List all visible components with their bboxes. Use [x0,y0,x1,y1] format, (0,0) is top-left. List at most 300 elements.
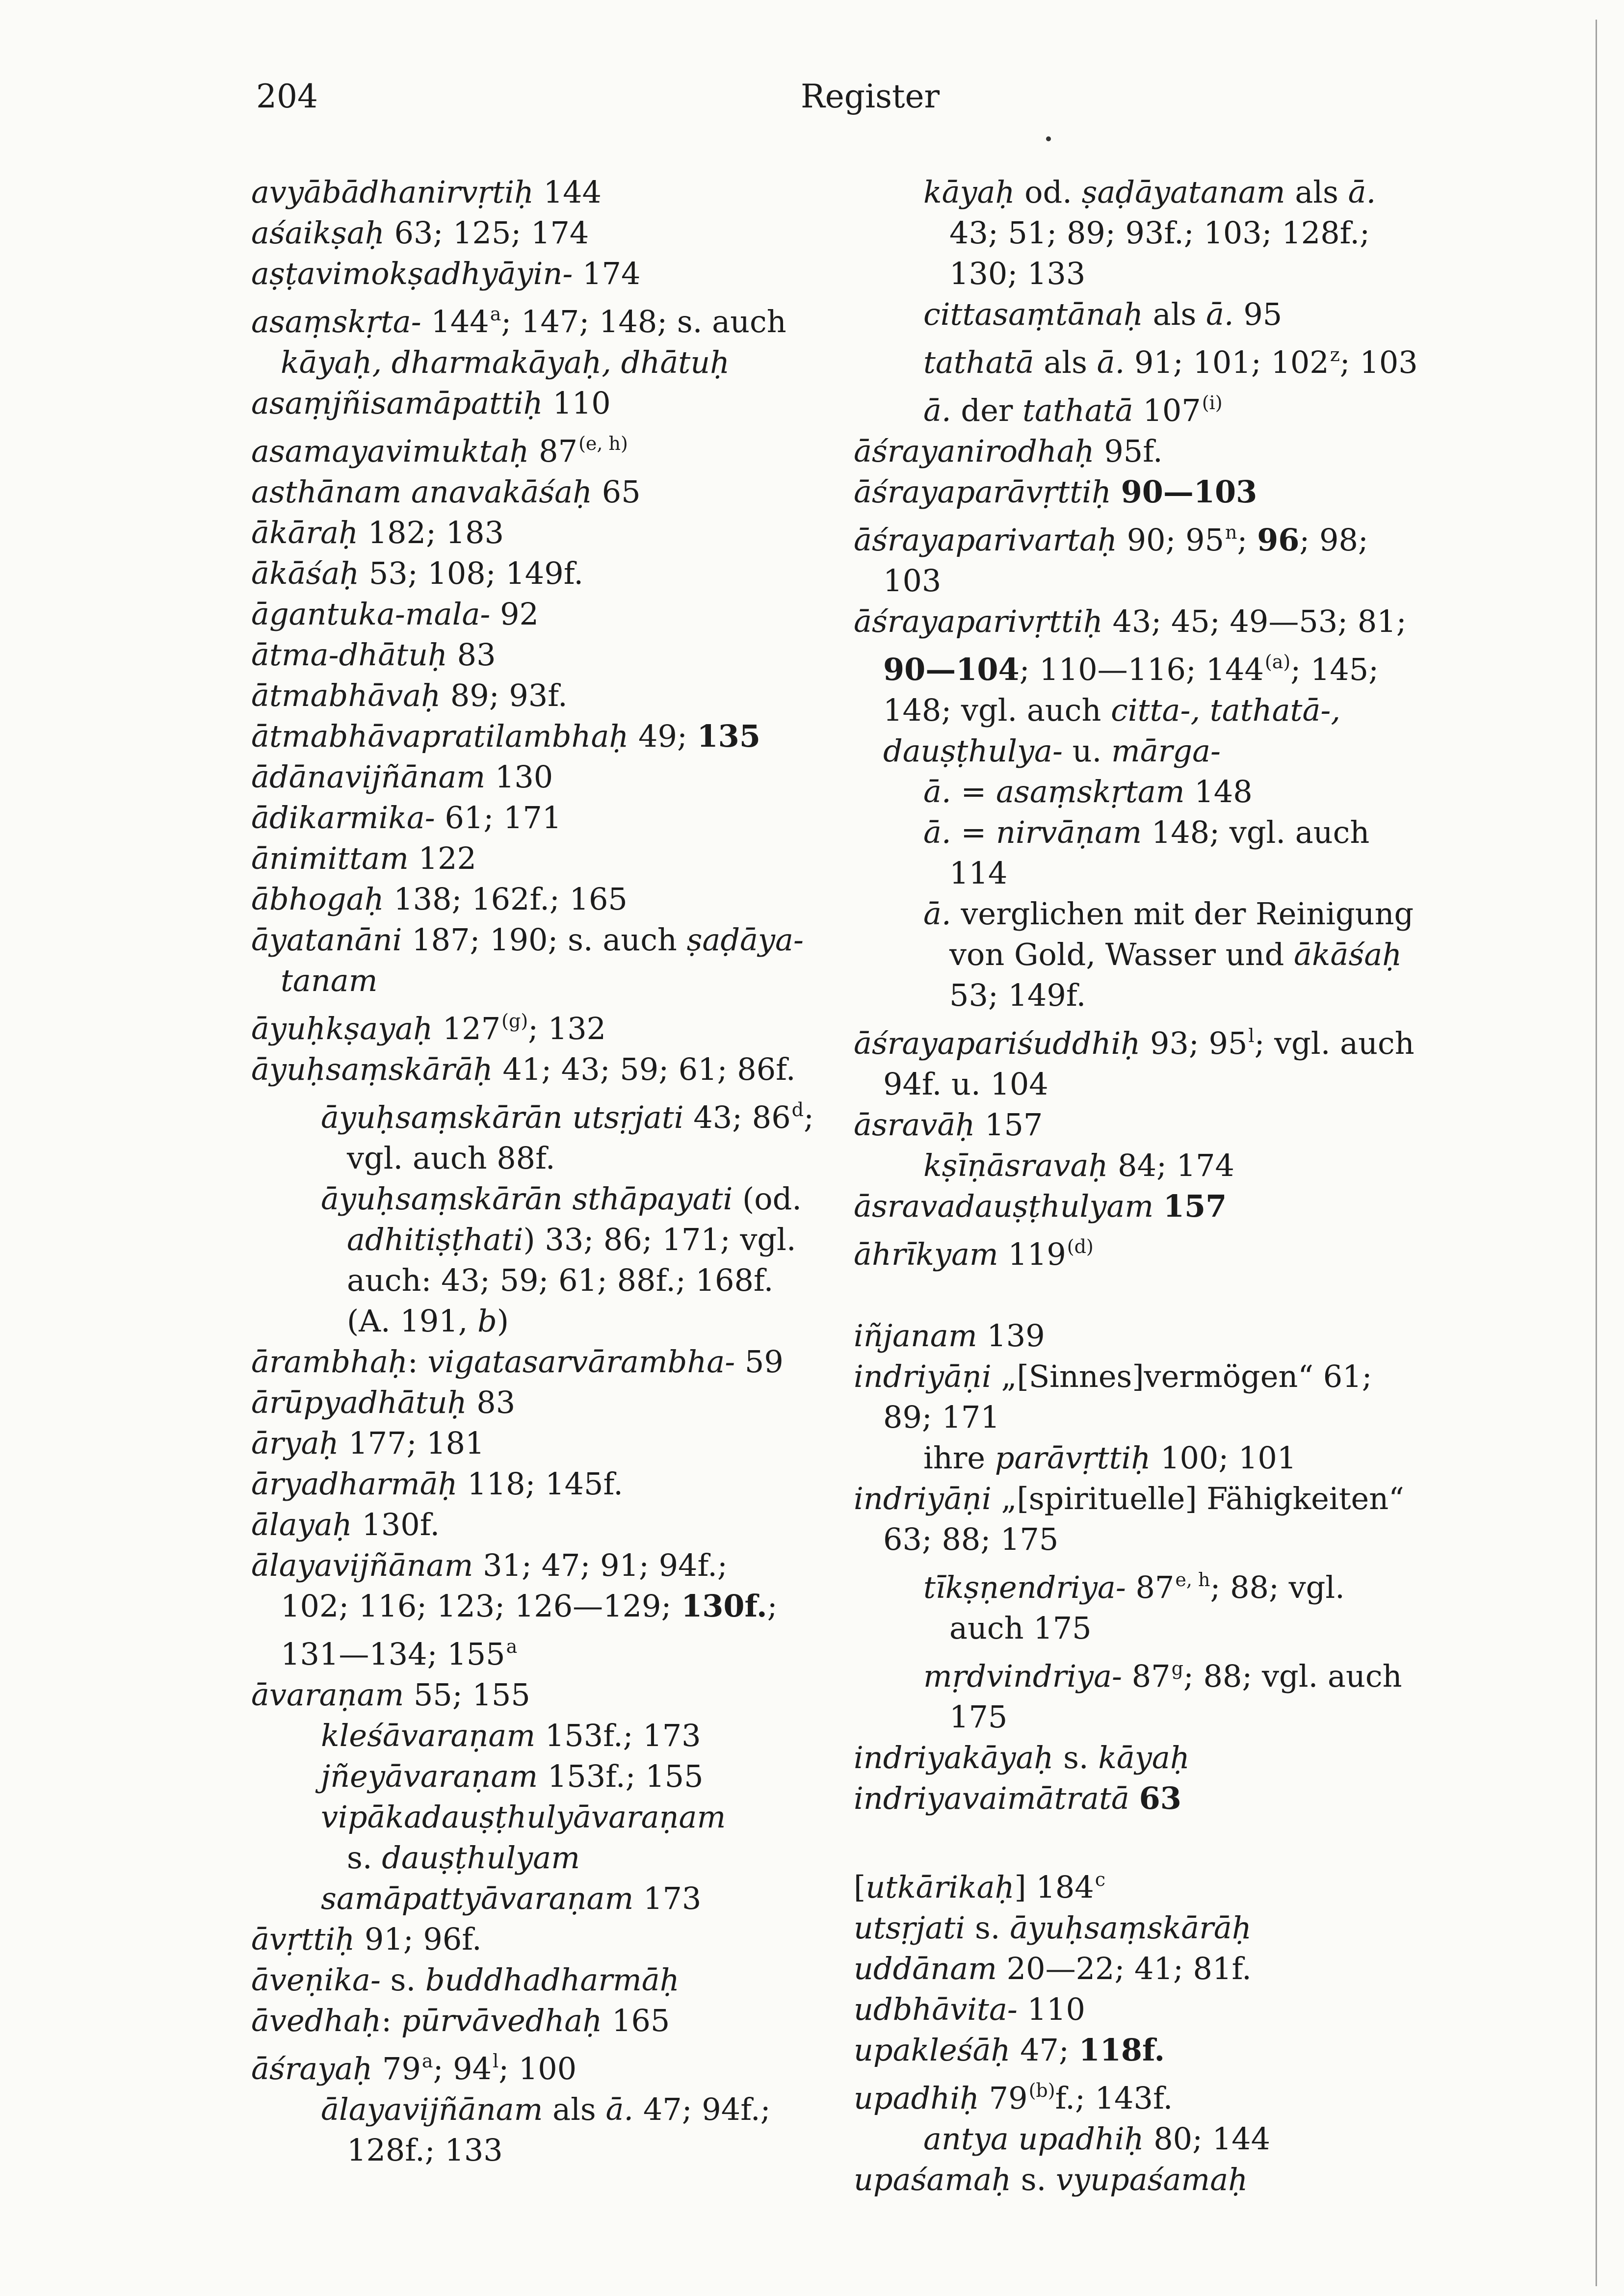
term: ālayavijñānam [321,2091,543,2127]
index-entry-line [251,1674,864,1715]
index-entry-line [854,1437,1492,1478]
term: uddānam [854,1951,997,1986]
index-entry-line [854,335,1492,383]
reference: ; vgl. auch [1254,1025,1414,1061]
index-entry-line [251,471,864,512]
term: āgantuka-mala- [251,596,491,632]
term: āśrayaparivartaḥ [854,522,1117,558]
term: tīkṣṇendriya- [923,1569,1126,1605]
reference: ; 103 [1339,344,1418,380]
reference: 139 [977,1318,1045,1354]
index-entry-line [854,2070,1492,2118]
page-number: 204 [256,78,318,115]
index-entry-line [251,1504,864,1545]
reference: 65 [592,474,641,510]
term: dauṣṭhulya- [883,733,1063,769]
reference: 49; [629,718,697,754]
reference: 144 [533,174,602,210]
reference: ; 94 [433,2051,492,2087]
page-title: Register [801,78,940,115]
term: āśrayaḥ [251,2051,373,2087]
term: nirvāṇam [996,814,1142,850]
term: āvaraṇam [251,1677,404,1713]
note-ref: l [1248,1025,1255,1046]
index-entry-line [854,1478,1492,1519]
index-entry-line [854,1948,1492,1989]
note-ref: (i) [1202,392,1223,414]
index-entry-line [854,512,1492,560]
note-ref: (d) [1067,1236,1094,1257]
index-entry-line [251,212,864,253]
reference: 144 [421,304,489,339]
term: ākāśaḥ [1294,937,1402,972]
term: āyuḥsaṃskārāḥ [1010,1910,1252,1946]
reference: 103 [883,563,942,599]
index-entry-line [251,1919,864,1959]
index-entry-line [854,1104,1492,1145]
index-entry-line [854,1737,1492,1778]
reference: 157 [975,1107,1043,1143]
note-ref: l [493,2050,499,2072]
reference: 53; 108; 149f. [359,555,584,591]
index-entry-line [251,1423,864,1463]
term: kāyaḥ [1098,1740,1190,1775]
index-entry-line [251,1382,864,1423]
term: āveṇika- [251,1962,381,1998]
index-entry-line [251,1959,864,2000]
reference: ; 100 [498,2051,577,2087]
index-entry-line [251,2089,864,2130]
reference: (od. [733,1181,802,1217]
term: āyuḥkṣayaḥ [251,1011,433,1046]
reference: ihre [923,1440,995,1476]
index-entry-line [251,423,864,471]
term: mārga- [1111,733,1221,769]
reference: 47; [1010,2032,1079,2068]
reference: 61; 171 [435,800,562,835]
reference: 59 [735,1344,784,1380]
reference: als [1034,344,1097,380]
reference: 91; 96f. [355,1921,482,1957]
term: pūrvāvedhaḥ [401,2003,602,2038]
term: upaśamaḥ [854,2162,1012,2197]
term: iñjanam [854,1318,977,1354]
index-entry-line [251,383,864,423]
index-entry-line [854,975,1492,1016]
reference: 53; 149f. [949,977,1086,1013]
index-entry-line [251,1301,864,1341]
index-entry-line [251,879,864,919]
term: buddhadharmāḥ [425,1962,680,1998]
term: āśrayapariśuddhiḥ [854,1025,1141,1061]
index-entry-line [854,1907,1492,1948]
reference: 148; vgl. auch [883,692,1111,728]
index-entry-line [854,771,1492,812]
index-entry-line [251,1626,864,1674]
term: āryadharmāḥ [251,1466,458,1502]
reference: 95f. [1094,433,1163,469]
term: ārambhaḥ [251,1344,408,1380]
term: āsravāḥ [854,1107,975,1143]
reference: 130f. [681,1588,767,1624]
term: dauṣṭhulyam [382,1840,580,1876]
reference: 177; 181 [339,1425,485,1461]
index-entry-line [854,1145,1492,1186]
term: ṣaḍāyatanam [1081,174,1285,210]
reference: 165 [602,2003,670,2038]
reference: ) 33; 86; 171; vgl. [523,1222,796,1257]
index-entry-line [854,853,1492,893]
reference: s. [965,1910,1010,1946]
term: asthānam anavakāśaḥ [251,474,593,510]
reference: u. [1062,733,1112,769]
term: ātmabhāvapratilambhaḥ [251,718,629,754]
term: vyupaśamaḥ [1056,2162,1248,2197]
reference: = [951,774,996,809]
index-entry-line [251,594,864,634]
reference: s. [380,1962,425,1998]
reference: 174 [573,256,641,291]
index-entry-line [251,1463,864,1504]
term: ā. [1097,344,1125,380]
reference: 153f.; 173 [535,1718,701,1753]
reference: 138; 162f.; 165 [384,881,628,917]
term: āśrayaparivṛttiḥ [854,603,1103,639]
index-entry-line [251,553,864,594]
index-entry-line [251,1837,864,1878]
reference: 95 [1233,296,1283,332]
ink-speck [1046,136,1051,141]
term: asaṃskṛtam [996,774,1185,809]
index-entry-line [251,1586,864,1626]
index-entry-line [251,172,864,212]
term: ātmabhāvaḥ [251,678,441,713]
reference: ) [497,1303,509,1339]
reference: 96 [1257,522,1300,558]
reference: 41; 43; 59; 61; 86f. [493,1051,796,1087]
term: indriyavaimātratā [854,1780,1129,1816]
reference: ; [767,1588,778,1624]
reference: vgl. auch 88f. [347,1140,555,1176]
term: ā. [1205,296,1234,332]
index-entry-line [854,560,1492,601]
reference: 130; 133 [949,256,1086,291]
term: ṣaḍāya- [686,922,804,958]
reference: als [1143,296,1206,332]
term: udbhāvita- [854,1991,1018,2027]
index-entry-line [251,1138,864,1178]
reference: verglichen mit der Reinigung [951,896,1414,932]
term: ā. [923,896,951,932]
reference: 100; 101 [1151,1440,1297,1476]
reference: 89; 93f. [441,678,568,713]
term: antya upadhiḥ [923,2121,1144,2157]
term: tathatā [923,344,1034,380]
index-entry-line [251,1178,864,1219]
reference: ; [1237,522,1257,558]
index-entry-line [251,1260,864,1301]
reference: [ [854,1869,866,1905]
reference: 83 [447,637,496,673]
term: vipākadauṣṭhulyāvaraṇam [321,1799,726,1835]
index-entry-line [251,634,864,675]
reference: 43; 45; 49—53; 81; [1102,603,1407,639]
index-entry-line [854,1696,1492,1737]
index-entry-line [854,1778,1492,1819]
term: parāvṛttiḥ [995,1440,1151,1476]
term: utsṛjati [854,1910,966,1946]
index-entry-line [854,1608,1492,1648]
note-ref: (a) [1264,651,1291,673]
term: ā. [1348,174,1376,210]
term: āryaḥ [251,1425,339,1461]
term: aśaikṣaḥ [251,215,385,251]
reference: (A. 191, [347,1303,478,1339]
index-entry-line [251,1090,864,1138]
index-entry-line [854,1016,1492,1064]
term: kleśāvaraṇam [321,1718,536,1753]
note-ref: (e, h) [578,433,628,454]
reference: 118; 145f. [457,1466,623,1502]
reference: 79 [979,2080,1028,2116]
reference: 90; 95 [1117,522,1225,558]
term: ānimittam [251,840,409,876]
reference: ] 184 [1014,1869,1094,1905]
term: cittasaṃtānaḥ [923,296,1143,332]
reference: 130f. [352,1507,440,1542]
reference: 43; 51; 89; 93f.; 103; 128f.; [949,215,1370,251]
reference: der [951,392,1023,428]
index-entry-line [854,294,1492,335]
index-entry-line [251,342,864,383]
term: ādikarmika- [251,800,435,835]
reference: 55; 155 [404,1677,530,1713]
term: āyuḥsaṃskārān sthāpayati [321,1181,733,1217]
term: indriyakāyaḥ [854,1740,1054,1775]
reference: 122 [408,840,476,876]
index-entry-line [251,838,864,879]
term: avyābādhanirvṛtiḥ [251,174,534,210]
index-entry-line [854,690,1492,731]
index-entry-line [854,1064,1492,1104]
reference: 119 [998,1236,1066,1272]
reference: 157 [1163,1188,1227,1224]
index-entry-line [251,1049,864,1090]
reference: 91; 101; 102 [1125,344,1329,380]
index-entry-line [251,675,864,716]
reference: auch: 43; 59; 61; 88f.; 168f. [347,1262,774,1298]
term: asamayavimuktaḥ [251,433,529,469]
reference: 102; 116; 123; 126—129; [281,1588,681,1624]
term: upakleśāḥ [854,2032,1011,2068]
reference: 182; 183 [358,515,504,550]
term: āyatanāni [251,922,402,958]
reference: ; 132 [528,1011,606,1046]
reference: 87 [1126,1569,1175,1605]
term: utkārikaḥ [865,1869,1015,1905]
reference: 127 [433,1011,501,1046]
reference: „[Sinnes]vermögen“ 61; [991,1358,1372,1394]
reference [1111,474,1121,510]
term: tanam [281,963,378,998]
term: kāyaḥ, dharmakāyaḥ, dhātuḥ [281,344,730,380]
index-entry-line [251,2130,864,2170]
reference: 87 [529,433,578,469]
term: vigatasarvārambha- [427,1344,735,1380]
reference: 173 [633,1880,702,1916]
reference: 90—103 [1121,474,1257,510]
note-ref: d [791,1099,804,1121]
term: ātma-dhātuḥ [251,637,447,673]
reference: ; 145; [1290,652,1379,687]
reference: f.; 143f. [1055,2080,1173,2116]
term: āvedhaḥ [251,2003,382,2038]
note-ref: (b) [1028,2080,1055,2101]
reference: ; 98; [1299,522,1368,558]
reference: 130 [485,759,553,795]
reference: 89; 171 [883,1399,1000,1435]
reference: = [951,814,996,850]
term: āvṛttiḥ [251,1921,355,1957]
index-entry-line [854,1989,1492,2030]
index-entry-line [854,172,1492,212]
index-entry-line [854,431,1492,471]
index-entry-line [854,731,1492,771]
term: jñeyāvaraṇam [321,1758,538,1794]
term: ā. [605,2091,634,2127]
index-entry-line [251,253,864,294]
index-entry-line [251,1341,864,1382]
term: ākāśaḥ [251,555,360,591]
index-entry-line [251,1878,864,1919]
term: āyuḥsaṃskārāḥ [251,1051,493,1087]
term: āyuḥsaṃskārān utsṛjati [321,1099,684,1135]
note-ref: n [1225,522,1237,543]
reference: ; 88; vgl. auch [1183,1658,1402,1694]
index-entry-line [854,812,1492,853]
reference: 80; 144 [1144,2121,1271,2157]
index-entry-line [251,1797,864,1837]
term: aṣṭavimokṣadhyāyin- [251,256,573,291]
index-entry-line [854,2030,1492,2070]
index-entry-line [251,919,864,960]
reference: 47; 94f.; [633,2091,771,2127]
reference: „[spirituelle] Fähigkeiten“ [991,1481,1404,1516]
index-entry-line [854,2118,1492,2159]
reference: 110 [543,385,611,421]
term: tathatā [1022,392,1133,428]
reference: : [407,1344,428,1380]
term: kṣīṇāsravaḥ [923,1148,1108,1183]
term: ākāraḥ [251,515,359,550]
term: āhrīkyam [854,1236,998,1272]
reference: ; [803,1099,814,1135]
page-edge-line [1596,20,1597,2286]
note-ref: e, h [1175,1569,1210,1591]
index-entry-line [251,1001,864,1049]
note-ref: z [1330,344,1340,365]
reference: 148 [1184,774,1253,809]
term: kāyaḥ [923,174,1015,210]
reference: 92 [490,596,539,632]
note-ref: (g) [501,1010,528,1032]
index-entry-line [251,716,864,757]
index-entry-line [251,1545,864,1586]
index-entry-line [854,1226,1492,1275]
reference: 118f. [1078,2032,1165,2068]
reference: 20—22; 41; 81f. [996,1951,1252,1986]
reference: s. [1011,2162,1056,2197]
index-entry-line [854,1560,1492,1608]
reference: 90—104 [883,652,1020,687]
reference: 63; 88; 175 [883,1521,1059,1557]
reference: ; 110—116; 144 [1019,652,1264,687]
term: ālayaḥ [251,1507,352,1542]
index-entry-line [854,1186,1492,1226]
index-entry-line [854,253,1492,294]
term: samāpattyāvaraṇam [321,1880,634,1916]
reference: als [1285,174,1348,210]
index-entry-line [854,1356,1492,1397]
reference: 110 [1017,1991,1085,2027]
index-entry-line [251,2041,864,2089]
index-entry-line [251,960,864,1001]
term: upadhiḥ [854,2080,979,2116]
reference: 84; 174 [1108,1148,1234,1183]
index-entry-line [251,1756,864,1797]
index-entry-line [251,797,864,838]
reference: 93; 95 [1140,1025,1248,1061]
term: citta-, tathatā-, [1111,692,1341,728]
index-entry-line [854,1859,1492,1907]
index-entry-line [854,934,1492,975]
index-entry-line [854,471,1492,512]
reference: ; 88; vgl. [1210,1569,1345,1605]
reference: von Gold, Wasser und [949,937,1294,972]
reference: 31; 47; 91; 94f.; [473,1547,728,1583]
reference: auch 175 [949,1610,1092,1646]
index-entry-line [854,893,1492,934]
reference: 43; 86 [683,1099,791,1135]
index-column-right [854,172,1492,2200]
index-entry-line [854,2159,1492,2200]
index-entry-line [854,1519,1492,1560]
index-entry-line [854,212,1492,253]
term: asaṃjñisamāpattiḥ [251,385,543,421]
reference: 175 [949,1699,1008,1735]
reference: : [381,2003,401,2038]
reference: s. [1053,1740,1099,1775]
note-ref: c [1095,1869,1106,1890]
term: āsravadauṣṭhulyam [854,1188,1154,1224]
index-entry-line [251,1219,864,1260]
term: āśrayaparāvṛttiḥ [854,474,1111,510]
term: mṛdvindriya- [923,1658,1122,1694]
reference: als [543,2091,606,2127]
term: indriyāṇi [854,1358,992,1394]
index-entry-line [854,642,1492,690]
index-entry-line [854,1397,1492,1437]
term: ā. [923,392,951,428]
term: āśrayanirodhaḥ [854,433,1095,469]
index-entry-line [854,601,1492,642]
reference: 114 [949,855,1008,891]
term: adhitiṣṭhati [347,1222,524,1257]
reference [1153,1188,1163,1224]
index-entry-line [251,1715,864,1756]
index-entry-line [251,2000,864,2041]
index-entry-line [251,512,864,553]
